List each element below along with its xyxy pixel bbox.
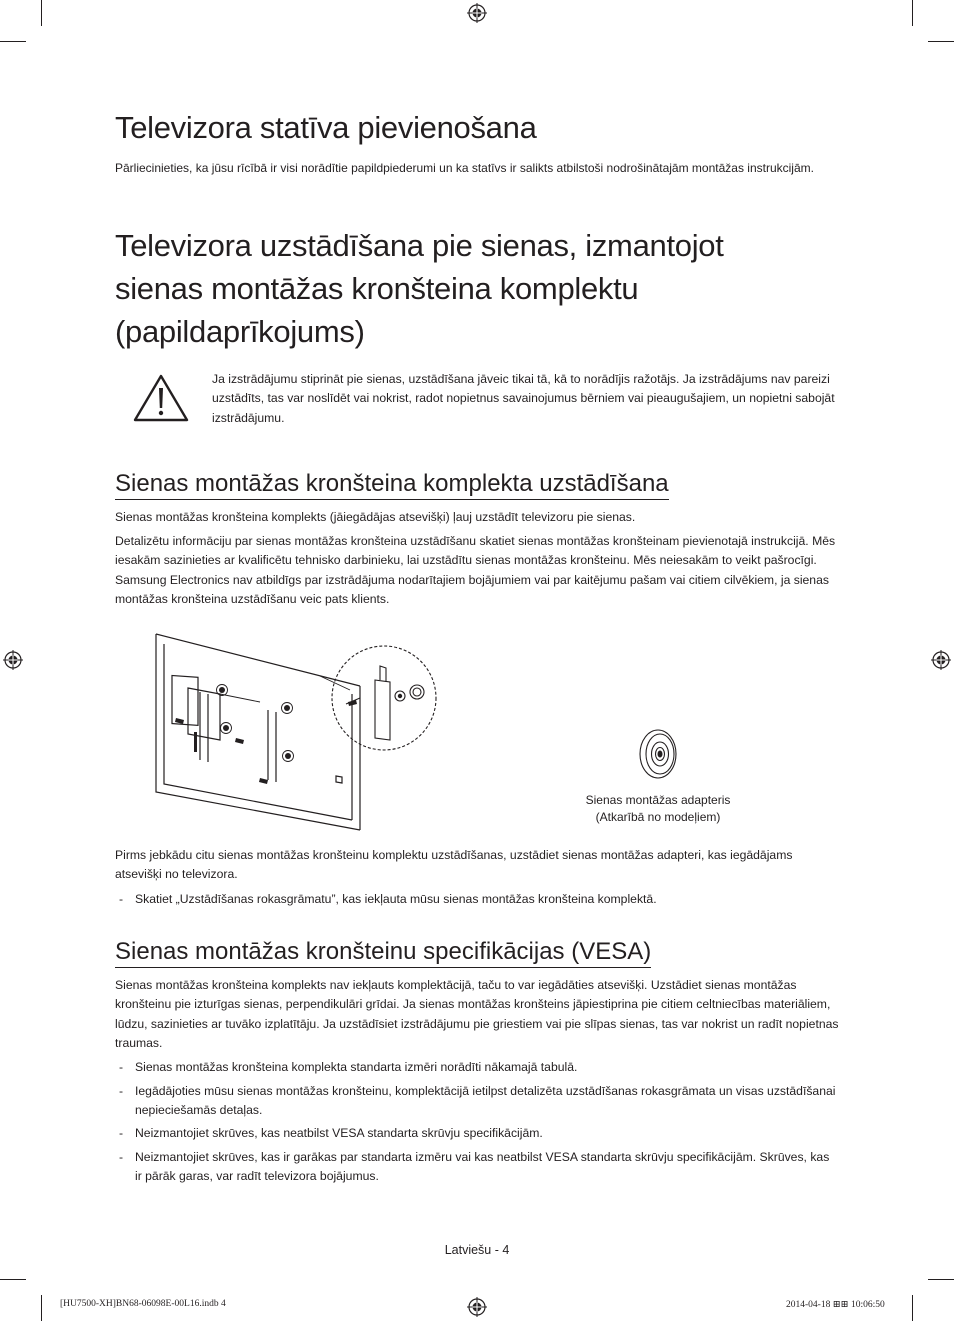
print-slug-left: [HU7500-XH]BN68-06098E-00L16.indb 4 [60, 1299, 226, 1309]
page-title: Televizora statīva pievienošana [115, 110, 537, 145]
list-item [115, 890, 839, 909]
crop-mark [0, 41, 26, 42]
registration-mark-icon [931, 650, 951, 670]
caption-line: Sienas montāžas adapteris [585, 793, 731, 807]
list-item [115, 1148, 839, 1187]
paragraph: Sienas montāžas kronšteina komplekts (jāiegādājas atsevišķi) ļauj uzstādīt televizoru pie sienas. [115, 510, 636, 524]
wall-mount-illustration [150, 630, 450, 835]
list-item [115, 1058, 839, 1077]
title-line: sienas montāžas kronšteina komplektu [115, 271, 639, 306]
paragraph: Pirms jebkādu citu sienas montāžas kronšteinu komplektu uzstādīšanas, uzstādiet sienas montāžas adapteri, kas iegādājams atsevišķi no televizora. [115, 848, 793, 882]
registration-mark-icon [467, 1297, 487, 1317]
crop-mark [912, 0, 913, 26]
list-item-text: Sienas montāžas kronšteina komplekta standarta izmēri norādīti nākamajā tabulā. [135, 1060, 578, 1074]
section-heading-vesa: Sienas montāžas kronšteinu specifikācijas (VESA) [115, 938, 651, 968]
title-line: Televizora uzstādīšana pie sienas, izmantojot [115, 228, 724, 263]
list-item-text: Iegādājoties mūsu sienas montāžas kronšteinu, komplektācijā ietilpst detalizēta uzstādīšanas rokasgrāmata un visas uzstādīšanai nepieciešamās detaļas. [135, 1084, 836, 1118]
bullet-dash: - [119, 1150, 124, 1164]
paragraph: Detalizētu informāciju par sienas montāžas kronšteina uzstādīšanu skatiet sienas montāžas kronšteinam pievienotajā instrukcijā. Mēs iesakām sazinieties ar kvalificētu tehnisko darbinieku, lai uzstādītu sienas montāžas kronšteinu. Mēs neiesakām to veikt pašrocīgi. Samsung Electronics nav atbildīgs par izstrādājuma nodarītajiem bojājumiem vai par kaitējumu pašam vai citiem cilvēkiem, ja sienas montāžas kronšteina uzstādīšanu veic pats klients. [115, 534, 836, 606]
list-item [115, 1082, 839, 1121]
list-item [115, 1124, 839, 1143]
print-slug-right: 2014-04-18 ⊞⊞ 10:06:50 [786, 1300, 885, 1310]
registration-mark-icon [3, 650, 23, 670]
wall-mount-adapter-icon [636, 727, 680, 781]
bullet-dash: - [119, 1126, 124, 1140]
adapter-caption [568, 792, 748, 825]
crop-mark [41, 1295, 42, 1321]
list-item-text: Neizmantojiet skrūves, kas neatbilst VESA standarta skrūvju specifikācijām. [135, 1126, 543, 1140]
crop-mark [0, 1279, 26, 1280]
crop-mark [41, 0, 42, 26]
registration-mark-icon [467, 3, 487, 23]
bullet-dash: - [119, 1060, 124, 1074]
crop-mark [928, 41, 954, 42]
warning-icon [132, 372, 190, 424]
crop-mark [912, 1295, 913, 1321]
section-title-wall-mount [115, 224, 724, 353]
caption-line: (Atkarībā no modeļiem) [595, 809, 721, 824]
intro-paragraph: Pārliecinieties, ka jūsu rīcībā ir visi norādītie papildpiederumi un ka statīvs ir salikts atbilstoši nodrošinātajām montāžas instrukcijām. [115, 161, 814, 175]
title-line: (papildaprīkojums) [115, 314, 365, 349]
bullet-dash: - [119, 892, 124, 906]
list-item-text: Skatiet „Uzstādīšanas rokasgrāmatu”, kas iekļauta mūsu sienas montāžas kronšteina komplektā. [135, 892, 657, 906]
warning-text: Ja izstrādājumu stiprināt pie sienas, uzstādīšana jāveic tikai tā, kā to norādījis ražotājs. Ja izstrādājums nav pareizi uzstādīts, tas var noslīdēt vai nokrist, radot nopietnus savainojumus bērniem vai pieaugušajiem, un nopietni sabojāt izstrādājumu. [212, 372, 835, 425]
list-item-text: Neizmantojiet skrūves, kas ir garākas par standarta izmēru vai kas neatbilst VESA standarta skrūvju specifikācijām. Skrūves, kas ir pārāk garas, var radīt televizora bojājumus. [135, 1150, 830, 1184]
page-number: Latviešu - 4 [444, 1243, 510, 1257]
section-heading-bracket-install: Sienas montāžas kronšteina komplekta uzstādīšana [115, 470, 669, 500]
paragraph: Sienas montāžas kronšteina komplekts nav iekļauts komplektācijā, taču to var iegādāties atsevišķi. Uzstādiet sienas montāžas kronšteinu pie izturīgas sienas, perpendikulāri grīdai. Ja sienas montāžas kronšteins jāpiestiprina pie citiem celtniecības materiāliem, lūdzu, sazinieties ar tuvāko izplatītāju. Ja uzstādīsiet izstrādājumu pie griestiem vai pie slīpas sienas, tas var nokrist un radīt nopietnas traumas. [115, 978, 839, 1050]
crop-mark [928, 1279, 954, 1280]
bullet-dash: - [119, 1084, 124, 1098]
